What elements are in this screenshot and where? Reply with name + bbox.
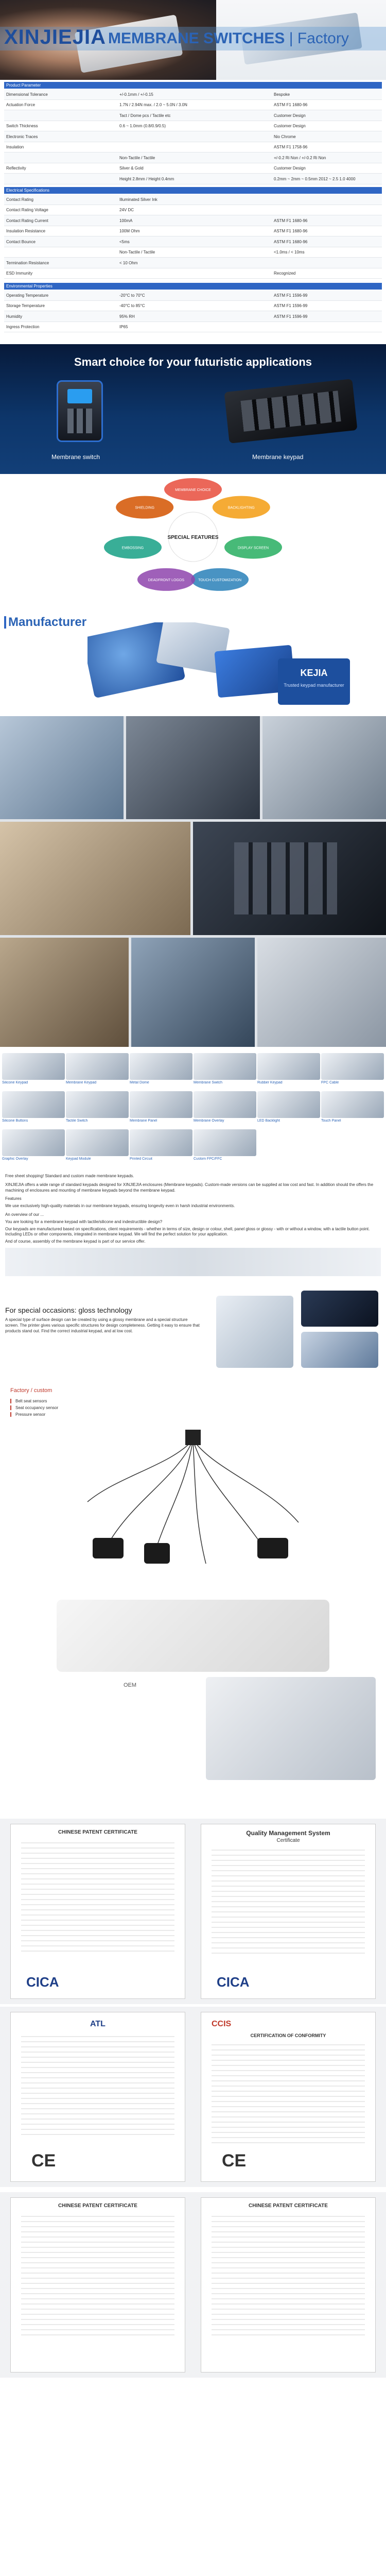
- header-banner: [0, 0, 386, 80]
- app-photo-1: [0, 716, 124, 819]
- feature-label: DEADFRONT LOGOS: [148, 578, 185, 582]
- patent2-title: CHINESE PATENT CERTIFICATE: [58, 2203, 137, 2209]
- gloss-title: For special occasions: gloss technology: [5, 1306, 132, 1314]
- smart-headline: Smart choice for your futuristic applications: [74, 355, 312, 368]
- spec-cell: Reflectivity: [6, 166, 26, 171]
- spec-cell: Silver & Gold: [119, 166, 144, 171]
- spec-row: [4, 236, 382, 247]
- spec-cell: -40°C to 85°C: [119, 303, 145, 308]
- features-center-label: SPECIAL FEATURES: [167, 535, 219, 540]
- product-tile: [2, 1091, 65, 1128]
- product-image: [321, 1053, 384, 1080]
- spec-cell: Insulation Resistance: [6, 229, 46, 233]
- product-label: Custom FPC/FFC: [194, 1157, 222, 1161]
- feature-label: TOUCH CUSTOMIZATION: [198, 578, 242, 582]
- product-image: [257, 1053, 320, 1080]
- product-image: [2, 1053, 65, 1080]
- spec-row: [4, 258, 382, 268]
- patent-certificate: [10, 1824, 185, 1999]
- sensor-section: [0, 1383, 386, 1811]
- product-tile: [194, 1053, 256, 1090]
- about-p2: XINJIEJIA offers a wide range of standard keypads designed for XINJIEJIA enclosures (Membrane keypads). Custom-made versions can be supplied at low cost and fast. In addition should the offers the machining of enclosures and mounting of membrane keypads beyond the membrane keypad.: [5, 1182, 374, 1193]
- product-label: LED Backlight: [257, 1119, 280, 1123]
- qms-title: Quality Management System: [246, 1829, 330, 1837]
- partner-tagline: Trusted keypad manufacturer: [284, 683, 344, 688]
- about-p1: Free sheet shopping! Standard and custom made membrane keypads.: [5, 1174, 134, 1178]
- product-label: Silicone Keypad: [2, 1081, 28, 1084]
- product-image: [194, 1053, 256, 1080]
- about-features-title: Features: [5, 1196, 22, 1201]
- title-factory: Factory: [297, 30, 349, 47]
- spec-cell: Tact / Dome pcs / Tactile etc: [119, 113, 171, 118]
- feature-label: BACKLIGHTING: [227, 506, 255, 510]
- app-photo-8: [257, 938, 386, 1047]
- spec-cell: ASTM F1 1758-96: [274, 145, 308, 149]
- product-tile: [194, 1091, 256, 1128]
- spec-group1-title: Product Parameter: [6, 83, 41, 88]
- atl-logo: ATL: [90, 2020, 106, 2028]
- spec-cell: ASTM F1 1596-99: [274, 303, 308, 308]
- product-tile: [321, 1091, 384, 1128]
- products-grid: [0, 1051, 386, 1167]
- ccis-title: CERTIFICATION OF CONFORMITY: [250, 2033, 326, 2038]
- spec-cell: Contact Rating Voltage: [6, 208, 48, 212]
- product-image: [2, 1091, 65, 1118]
- partner-brand: KEJIA: [300, 668, 328, 678]
- sensor-oem-label: OEM: [124, 1682, 137, 1688]
- product-tile: [257, 1091, 320, 1128]
- ce-mark-right: CE: [222, 2151, 247, 2171]
- about-section: [0, 1171, 386, 1281]
- product-image: [130, 1129, 192, 1156]
- feature-label: SHIELDING: [135, 506, 155, 510]
- spec-cell: Contact Bounce: [6, 239, 36, 244]
- product-label: Touch Panel: [321, 1119, 341, 1123]
- spec-cell: 1.7N / 2.94N max. / 2.0 ~ 5.0N / 3.0N: [119, 103, 187, 107]
- sensor-seat-illustration: [57, 1600, 329, 1672]
- page-title: [108, 30, 349, 47]
- spec-cell: ASTM F1 1680-96: [274, 218, 308, 223]
- app-photo-4: [0, 822, 190, 935]
- spec-row: [4, 226, 382, 236]
- sensor-item: Belt seat sensors: [10, 1399, 165, 1403]
- ccis-certificate: [201, 2012, 376, 2182]
- spec-cell: 24V DC: [119, 208, 134, 212]
- spec-cell: Customer Design: [274, 113, 306, 118]
- spec-group3-header: [4, 283, 382, 290]
- product-tile: [130, 1129, 192, 1166]
- gloss-text: A special type of surface design can be created by using a glossy membrane and a special structure screen. The printer gives various specific structures for design completeness. Getting it easy to ensure that products stand out. Find the correct industrial keypad, and at low cost.: [5, 1317, 200, 1333]
- spec-row: [4, 100, 382, 110]
- product-image: [194, 1091, 256, 1118]
- product-label: Metal Dome: [130, 1081, 149, 1084]
- sensor-item-list: [10, 1399, 165, 1419]
- product-tile: [130, 1053, 192, 1090]
- spec-group3-title: Environmental Properties: [6, 284, 52, 289]
- product-tile: [66, 1053, 129, 1090]
- about-f3: You are looking for a membrane keypad with tactile/silicone and indestructible design?: [5, 1219, 163, 1224]
- spec-cell: Customer Design: [274, 124, 306, 128]
- manufacturer-title: Manufacturer: [8, 615, 87, 629]
- app-photo-7: [131, 938, 255, 1047]
- product-image: [194, 1129, 256, 1156]
- spec-group2-header: [4, 187, 382, 194]
- spec-table: [0, 80, 386, 343]
- about-f4: Our keypads are manufactured based on specifications, client requirements - whether in terms of size, design or colour, shell, panel gloss or glossy - with or without a window, with a tactile button point. Including LEDs or other components, integrated in membrane keypad. We will find the perfect solution for your application.: [5, 1226, 370, 1237]
- title-separator: |: [289, 30, 297, 47]
- spec-cell: ESD Immunity: [6, 271, 33, 276]
- about-f1: We use exclusively high-quality materials in our membrane keypads, ensuring longevity even in harsh industrial environments.: [5, 1204, 235, 1209]
- spec-row: [4, 290, 382, 301]
- product-label: Membrane Overlay: [194, 1119, 224, 1123]
- spec-cell: Nio Chrome: [274, 134, 296, 139]
- atl-certificate: [10, 2012, 185, 2182]
- smart-choice-section: [0, 344, 386, 474]
- patent3-title: CHINESE PATENT CERTIFICATE: [249, 2203, 328, 2209]
- spec-cell: 0.2mm ~ 2mm ~ 0.5mm 2012 ~ 2.5 1.0 4000: [274, 176, 356, 181]
- manufacturer-bar: [4, 616, 6, 629]
- product-tile: [2, 1129, 65, 1166]
- spec-cell: < 10 Ohm: [119, 260, 138, 265]
- membrane-switch-label: Membrane switch: [51, 453, 100, 461]
- product-label: Membrane Switch: [194, 1081, 223, 1084]
- spec-row: [4, 152, 382, 163]
- spec-cell: Customer Design: [274, 166, 306, 171]
- certificates-row-2: [0, 2007, 386, 2187]
- spec-cell: ASTM F1 1680-96: [274, 239, 308, 244]
- product-label: Membrane Keypad: [66, 1081, 97, 1084]
- spec-cell: ASTM F1 1680-96: [274, 229, 308, 233]
- cica-logo-right: CICA: [217, 1974, 250, 1990]
- spec-cell: 0.6 ~ 1.0mm (0.8/0.9/0.5): [119, 124, 166, 128]
- spec-cell: 95% RH: [119, 314, 135, 319]
- spec-row: [4, 142, 382, 152]
- product-image: [257, 1091, 320, 1118]
- sensor-item: Seat occupancy sensor: [10, 1405, 165, 1410]
- spec-cell: Actuation Force: [6, 103, 36, 107]
- product-tile: [66, 1091, 129, 1128]
- spec-group1-header: [4, 82, 382, 89]
- spec-group3: [4, 290, 382, 332]
- product-image: [2, 1129, 65, 1156]
- product-label: Keypad Module: [66, 1157, 91, 1161]
- blank-area: [0, 2378, 386, 2576]
- ce-mark-left: CE: [31, 2151, 56, 2171]
- product-image: [321, 1091, 384, 1118]
- spec-row: [4, 215, 382, 226]
- product-tile: [66, 1129, 129, 1166]
- about-f2: An overview of our ...: [5, 1212, 44, 1217]
- spec-cell: -20°C to 70°C: [119, 293, 145, 298]
- spec-row: [4, 194, 382, 205]
- about-f5: And of course, assembly of the membrane keypad is part of our service offer.: [5, 1239, 146, 1244]
- spec-cell: ASTM F1 1596-99: [274, 314, 308, 319]
- patent-certificate-3: [201, 2197, 376, 2372]
- spec-row: [4, 89, 382, 100]
- product-label: FPC Cable: [321, 1081, 339, 1084]
- spec-cell: Insulation: [6, 145, 24, 149]
- spec-row: [4, 121, 382, 131]
- membrane-keypad-label: Membrane keypad: [252, 453, 304, 461]
- spec-cell: IP65: [119, 325, 128, 329]
- gloss-images: [216, 1291, 381, 1370]
- app-photo-3: [262, 716, 386, 819]
- features-diagram: [0, 474, 386, 600]
- spec-cell: Ingress Protection: [6, 325, 40, 329]
- spec-row: [4, 110, 382, 121]
- product-label: Rubber Keypad: [257, 1081, 283, 1084]
- qms-certificate: [201, 1824, 376, 1999]
- spec-cell: +/-0.1mm / +/-0.15: [119, 92, 153, 97]
- membrane-keypad-image: [224, 379, 357, 444]
- sensor-cable-illustration: [0, 1419, 386, 1589]
- product-image: [66, 1129, 129, 1156]
- sensor-item: Pressure sensor: [10, 1412, 165, 1417]
- spec-cell: Termination Resistance: [6, 260, 49, 265]
- spec-row: [4, 174, 382, 184]
- spec-cell: ASTM F1 1680-96: [274, 103, 308, 107]
- spec-cell: Switch Thickness: [6, 124, 38, 128]
- app-photo-2: [126, 716, 260, 819]
- title-text: MEMBRANE SWITCHES: [108, 30, 285, 47]
- spec-cell: Humidity: [6, 314, 23, 319]
- spec-cell: Non-Tactile / Tactile: [119, 250, 155, 255]
- spec-row: [4, 247, 382, 258]
- application-collage: [0, 716, 386, 1047]
- sensor-title: Factory / custom: [10, 1387, 52, 1394]
- product-tile: [2, 1053, 65, 1090]
- product-label: Graphic Overlay: [2, 1157, 28, 1161]
- sensor-gallery: [206, 1677, 376, 1780]
- gloss-section: [0, 1285, 386, 1376]
- spec-row: [4, 301, 382, 311]
- feature-label: DISPLAY SCREEN: [237, 546, 269, 550]
- spec-cell: Operating Temperature: [6, 293, 49, 298]
- product-label: Tactile Switch: [66, 1119, 88, 1123]
- spec-group2: [4, 194, 382, 279]
- product-image: [130, 1053, 192, 1080]
- spec-cell: <1.0ms / < 10ms: [274, 250, 305, 255]
- brand-name: XINJIEJIA: [4, 26, 106, 48]
- feature-label: EMBOSSING: [121, 546, 144, 550]
- spec-cell: Illuminated Silver Ink: [119, 197, 157, 202]
- product-label: Membrane Panel: [130, 1119, 157, 1123]
- spec-group2-title: Electrical Specifications: [6, 188, 50, 193]
- spec-row: [4, 322, 382, 332]
- spec-cell: +/-0.2 Ri Non / +/-0.2 Ri Non: [274, 155, 326, 160]
- spec-cell: Storage Temperature: [6, 303, 45, 308]
- certificates-row-1: [0, 1819, 386, 2004]
- product-label: Silicone Buttons: [2, 1119, 28, 1123]
- special-features-section: [0, 474, 386, 600]
- spec-cell: Bespoke: [274, 92, 290, 97]
- partner-card: [278, 658, 350, 705]
- product-tile: [130, 1091, 192, 1128]
- spec-cell: Non-Tactile / Tactile: [119, 155, 155, 160]
- ccis-logo: CCIS: [212, 2020, 232, 2028]
- spec-cell: Contact Rating: [6, 197, 33, 202]
- certificates-row-3: [0, 2192, 386, 2378]
- spec-cell: Height 2.8mm / Height 0.4mm: [119, 176, 174, 181]
- product-tile: [321, 1053, 384, 1090]
- product-label: Printed Circuit: [130, 1157, 152, 1161]
- patent-title: CHINESE PATENT CERTIFICATE: [58, 1829, 137, 1835]
- product-image: [66, 1091, 129, 1118]
- product-tile: [194, 1129, 256, 1166]
- spec-cell: 100M Ohm: [119, 229, 140, 233]
- feature-label: MEMBRANE CHOICE: [175, 488, 211, 492]
- spec-row: [4, 131, 382, 142]
- spec-cell: Contact Rating Current: [6, 218, 48, 223]
- spec-cell: <5ms: [119, 239, 130, 244]
- spec-row: [4, 268, 382, 279]
- product-image: [66, 1053, 129, 1080]
- spec-group1: [4, 89, 382, 184]
- spec-row: [4, 205, 382, 215]
- spec-row: [4, 163, 382, 174]
- spec-cell: 100mA: [119, 218, 133, 223]
- spec-cell: ASTM F1 1596-99: [274, 293, 308, 298]
- manufacturer-section: [0, 612, 386, 713]
- spec-cell: Electronic Traces: [6, 134, 38, 139]
- app-photo-5: [193, 822, 386, 935]
- qms-subtitle: Certificate: [276, 1838, 300, 1843]
- product-tile: [257, 1053, 320, 1090]
- membrane-switch-image: [57, 380, 103, 442]
- app-photo-6: [0, 938, 129, 1047]
- spec-cell: Recognized: [274, 271, 296, 276]
- cica-logo-left: CICA: [26, 1974, 59, 1990]
- about-keypad-image: [5, 1248, 381, 1276]
- product-image: [130, 1091, 192, 1118]
- patent-certificate-2: [10, 2197, 185, 2372]
- spec-row: [4, 311, 382, 322]
- spec-cell: Dimensional Tolerance: [6, 92, 48, 97]
